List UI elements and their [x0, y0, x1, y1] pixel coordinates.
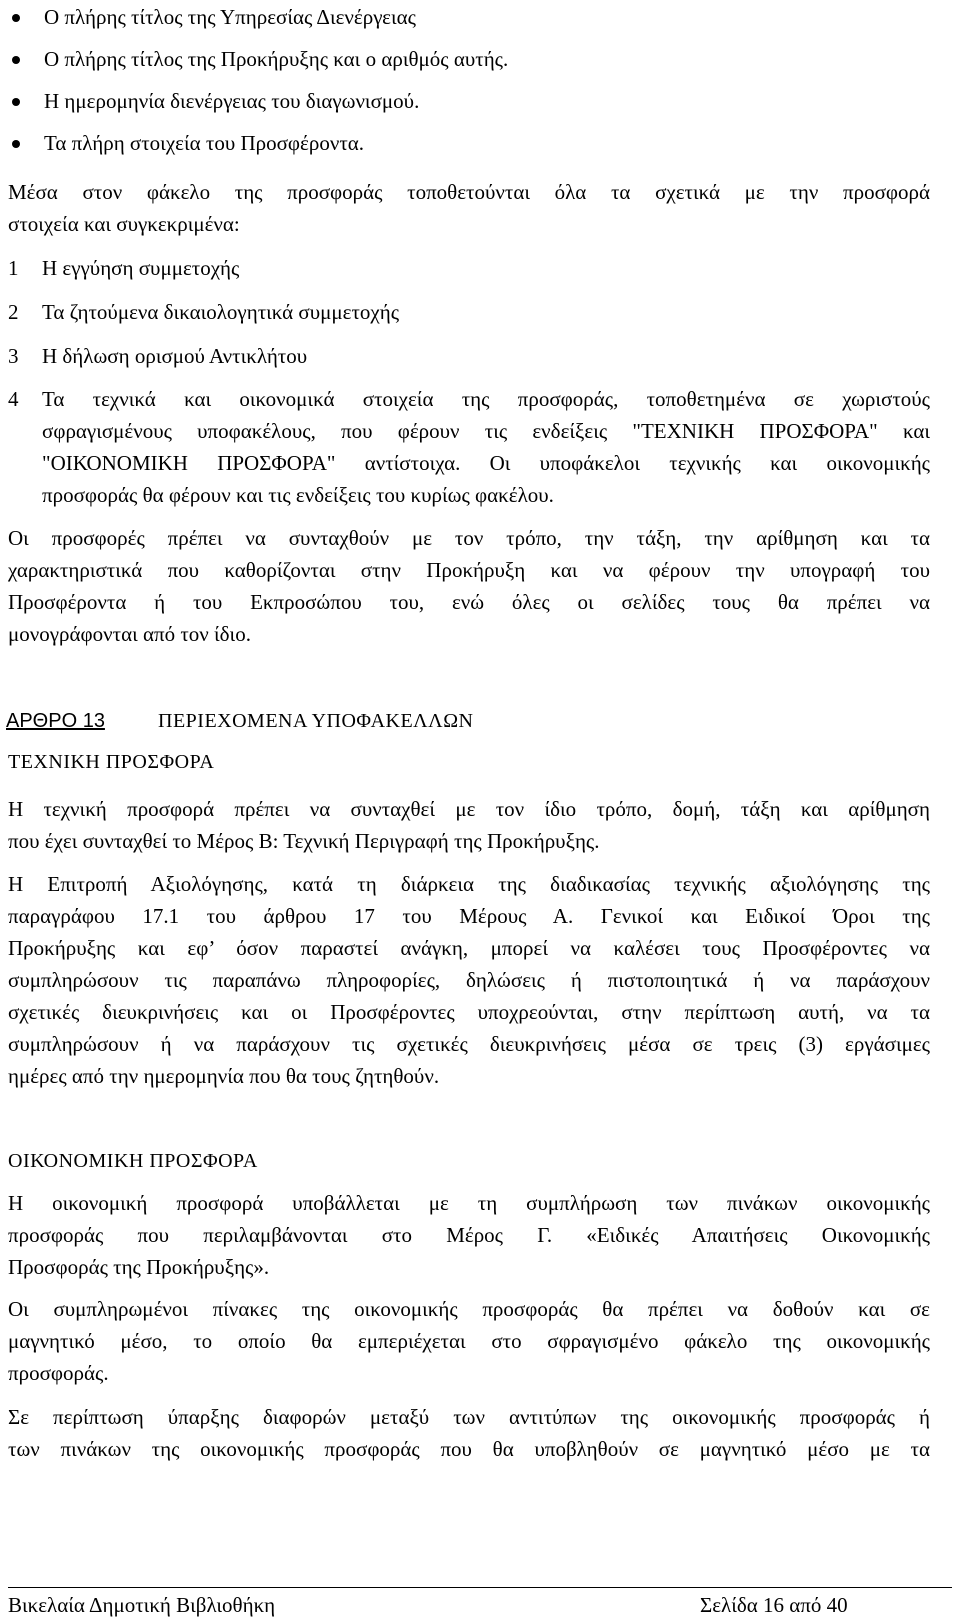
paragraph-line: συμπληρώσουν τις παραπάνω πληροφορίες, δηλώσεις ή πιστοποιητικά ή να παράσχουν	[8, 968, 930, 992]
paragraph-line: Οι προσφορές πρέπει να συνταχθούν με τον τρόπο, την τάξη, την αρίθμηση και τα	[8, 526, 930, 550]
paragraph-line: των πινάκων της οικονομικής προσφοράς που θα υποβληθούν σε μαγνητικό μέσο με τα	[8, 1437, 930, 1461]
numbered-item: 1 Η εγγύηση συμμετοχής	[8, 256, 240, 280]
bullet-icon	[12, 56, 20, 64]
bullet-icon	[12, 98, 20, 106]
paragraph-line: Οι συμπληρωμένοι πίνακες της οικονομικής προσφοράς θα πρέπει να δοθούν και σε	[8, 1297, 930, 1321]
paragraph-line: ημέρες από την ημερομηνία που θα τους ζητηθούν.	[8, 1064, 440, 1088]
numbered-item-line: προσφοράς θα φέρουν και τις ενδείξεις του κυρίως φακέλου.	[42, 483, 554, 507]
numbered-item: 3 Η δήλωση ορισμού Αντικλήτου	[8, 344, 308, 368]
paragraph-line: παραγράφου 17.1 του άρθρου 17 του Μέρους Α. Γενικοί και Ειδικοί Όροι της	[8, 904, 930, 928]
section-heading: ΤΕΧΝΙΚΗ ΠΡΟΣΦΟΡΑ	[8, 751, 215, 773]
numbered-item-number: 4	[8, 387, 19, 411]
bullet-icon	[12, 14, 20, 22]
article-title: ΠΕΡΙΕΧΟΜΕΝΑ ΥΠΟΦΑΚΕΛΛΩΝ	[158, 710, 474, 732]
paragraph-line: προσφοράς που περιλαμβάνονται στο Μέρος Γ. «Ειδικές Απαιτήσεις Οικονομικής	[8, 1223, 930, 1247]
paragraph-line: Η οικονομική προσφορά υποβάλλεται με τη συμπλήρωση των πινάκων οικονομικής	[8, 1191, 930, 1215]
numbered-item-line: σφραγισμένους υποφακέλους, που φέρουν τις ενδείξεις "ΤΕΧΝΙΚΗ ΠΡΟΣΦΟΡΑ" και	[42, 419, 930, 443]
paragraph-line: μαγνητικό μέσο, το οποίο θα εμπεριέχεται στο σφραγισμένο φάκελο της οικονομικής	[8, 1329, 930, 1353]
numbered-item-line: Τα τεχνικά και οικονομικά στοιχεία της προσφοράς, τοποθετημένα σε χωριστούς	[42, 387, 930, 411]
article-number: ΑΡΘΡΟ 13	[6, 710, 105, 732]
paragraph-line: συμπληρώσουν ή να παράσχουν τις σχετικές διευκρινήσεις μέσα σε τρεις (3) εργάσιμες	[8, 1032, 930, 1056]
paragraph-line: Η τεχνική προσφορά πρέπει να συνταχθεί με τον ίδιο τρόπο, δομή, τάξη και αρίθμηση	[8, 797, 930, 821]
numbered-item-line: "ΟΙΚΟΝΟΜΙΚΗ ΠΡΟΣΦΟΡΑ" αντίστοιχα. Οι υποφάκελοι τεχνικής και οικονομικής	[42, 451, 930, 475]
paragraph-line: Σε περίπτωση ύπαρξης διαφορών μεταξύ των αντιτύπων της οικονομικής προσφοράς ή	[8, 1405, 930, 1429]
intro-line: στοιχεία και συγκεκριμένα:	[8, 212, 240, 236]
footer-page-number: Σελίδα 16 από 40	[700, 1593, 848, 1617]
paragraph-line: σχετικές διευκρινήσεις και οι Προσφέροντες υποχρεούνται, στην περίπτωση αυτή, να τα	[8, 1000, 930, 1024]
paragraph-line: προσφοράς.	[8, 1361, 109, 1385]
paragraph-line: χαρακτηριστικά που καθορίζονται στην Προκήρυξη και να φέρουν την υπογραφή του	[8, 558, 930, 582]
intro-line: Μέσα στον φάκελο της προσφοράς τοποθετούνται όλα τα σχετικά με την προσφορά	[8, 180, 930, 204]
paragraph-line: Προσφοράς της Προκήρυξης».	[8, 1255, 270, 1279]
paragraph-line: Η Επιτροπή Αξιολόγησης, κατά τη διάρκεια της διαδικασίας τεχνικής αξιολόγησης της	[8, 872, 930, 896]
footer-library-name: Βικελαία Δημοτική Βιβλιοθήκη	[8, 1593, 276, 1617]
paragraph-line: που έχει συνταχθεί το Μέρος Β: Τεχνική Περιγραφή της Προκήρυξης.	[8, 829, 600, 853]
paragraph-line: μονογράφονται από τον ίδιο.	[8, 622, 251, 646]
numbered-item: 2 Τα ζητούμενα δικαιολογητικά συμμετοχής	[8, 300, 400, 324]
paragraph-line: Προσφέροντα ή του Εκπροσώπου του, ενώ όλες οι σελίδες τους θα πρέπει να	[8, 590, 930, 614]
footer-rule	[8, 1587, 952, 1588]
paragraph-line: Προκήρυξης και εφ’ όσον παραστεί ανάγκη, μπορεί να καλέσει τους Προσφέροντες να	[8, 936, 930, 960]
bullet-icon	[12, 140, 20, 148]
section-heading: ΟΙΚΟΝΟΜΙΚΗ ΠΡΟΣΦΟΡΑ	[8, 1150, 258, 1172]
